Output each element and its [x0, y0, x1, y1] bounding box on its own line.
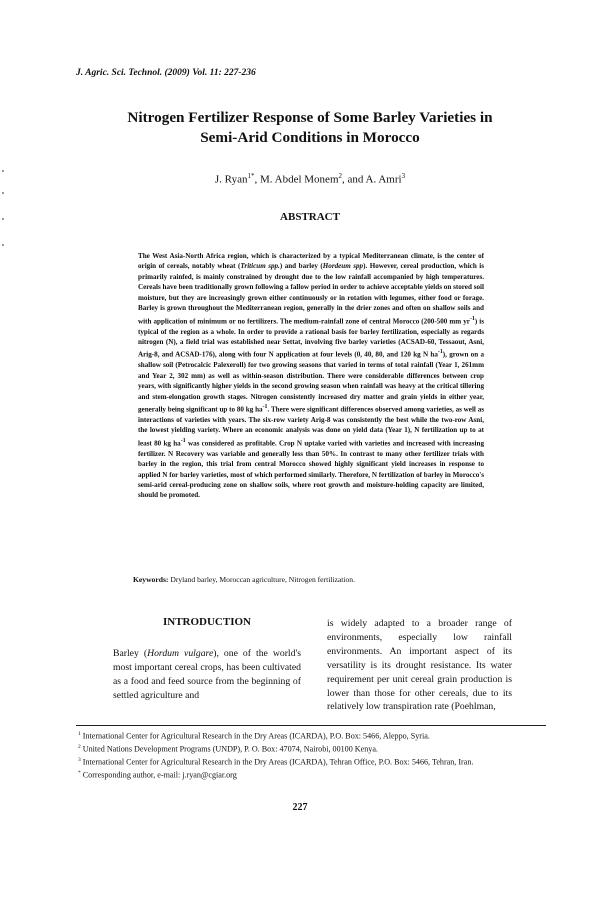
abstract-exponent-3: -1: [262, 404, 268, 411]
author-separator-2: , and: [342, 173, 366, 186]
journal-citation: J. Agric. Sci. Technol. (2009) Vol. 11: 227-236: [76, 68, 256, 78]
footnote-3-text: International Center for Agricultural Research in the Dry Areas (ICARDA), Tehran Office, P.O. Box: 5466, Tehran, Iran.: [80, 757, 474, 767]
footnote-1-marker: 1: [78, 731, 81, 737]
abstract-text-4: ) is typical of the region as a whole. In order to provide a rational basis for barley fertilization, especially as regards nitrogen (N), a field trial was established near Settat, involving five barley varieties (ACSAD-60, Tessaout, Asni, Arig-8, and ACSAD-176), along with four N application at four levels (0, 40, 80, and 120 kg N ha: [138, 317, 484, 359]
footnote-2-marker: 2: [78, 743, 81, 750]
intro-left-text-2: ), one of the world's most important cereal crops, has been cultivated as a food and feed source from the beginning of settled agriculture and: [113, 648, 301, 701]
abstract-exponent-4: -1: [180, 437, 186, 444]
footnote-divider: [76, 725, 546, 726]
margin-scan-marks: [2, 170, 6, 250]
author-1-affiliation: 1*: [247, 172, 255, 180]
abstract-text-6: . There were significant differences observed among varieties, as well as interactions of varieties with years. The six-row variety Arig-8 was consistently the best while the two-row Asni, the lowest yielding variety. Where an economic analysis was done on yield data (Year 1), N fertilization up to at least 80 kg ha: [138, 405, 484, 448]
author-1-name: J. Ryan: [214, 173, 248, 186]
intro-left-text-1: Barley (: [113, 648, 148, 659]
author-3-name: A. Amri: [365, 173, 402, 186]
footnote-3: [78, 755, 548, 768]
abstract-species-wheat: Triticum spp.: [240, 262, 280, 271]
author-2-affiliation: 2: [338, 172, 342, 180]
abstract-species-barley: Hordeum spp: [322, 262, 364, 271]
abstract-exponent-2: -1: [437, 349, 443, 356]
title-line-2: Semi-Arid Conditions in Morocco: [200, 129, 420, 146]
footnote-3-marker: 3: [78, 756, 81, 763]
page-number: 227: [292, 802, 308, 813]
footnote-1-text: International Center for Agricultural Research in the Dry Areas (ICARDA), P.O. Box: 5466, Aleppo, Syria.: [80, 731, 430, 741]
author-separator-1: ,: [254, 173, 260, 186]
abstract-text-2: ) and barley (: [279, 262, 323, 271]
author-list: [60, 172, 560, 186]
abstract-text-3: ). However, cereal production, which is primarily rainfed, is mainly constrained by drought due to the low rainfall accompanied by high temperatures. Cereals have been traditionally grown following a fallow period in order to achieve acceptable yields on stored soil moisture, but they are increasingly grown either continuously or in rotation with legumes, either food or forage. Barley is grown throughout the Mediterranean region, generally in the drier zones and often on shallow soils and with application of minimum or no fertilizers. The medium-rainfall zone of central Morocco (200-500 mm yr: [138, 262, 484, 326]
keywords-label: Keywords:: [133, 575, 169, 584]
footnote-2-text: United Nations Development Programs (UNDP), P. O. Box: 47074, Nairobi, 00100 Kenya.: [80, 744, 378, 754]
abstract-body: [138, 251, 484, 501]
title-line-1: Nitrogen Fertilizer Response of Some Barley Varieties in: [127, 109, 493, 126]
footnote-4: [78, 768, 548, 781]
abstract-heading: ABSTRACT: [280, 211, 340, 223]
abstract-text-7: was considered as profitable. Crop N uptake varied with varieties and increased with increasing fertilizer. N Recovery was variable and generally less than 50%. In contrast to many other fertilizer trials with barley in the region, this trial from central Morocco showed highly significant yield increases in response to applied N for barley varieties, most of which performed similarly. Therefore, N fertilization of barley in Morocco's semi-arid cereal-producing zone on shallow soils, where root growth and moisture-holding capacity are limited, should be promoted.: [138, 439, 485, 500]
introduction-left-column: [113, 647, 301, 703]
keywords-text: Dryland barley, Moroccan agriculture, Nitrogen fertilization.: [168, 575, 355, 584]
paper-title: [60, 108, 560, 148]
footnotes: [78, 729, 548, 781]
abstract-exponent-1: -1: [469, 315, 475, 322]
introduction-heading: INTRODUCTION: [162, 616, 251, 628]
abstract-text-1: The West Asia-North Africa region, which is characterized by a typical Mediterranean climate, is the center of origin of cereals, notably wheat (: [138, 252, 484, 271]
author-2-name: M. Abdel Monem: [259, 173, 339, 186]
footnote-4-text: Corresponding author, e-mail: j.ryan@cgiar.org: [80, 770, 237, 780]
footnote-1: [78, 729, 548, 742]
keywords-line: [133, 575, 355, 584]
footnote-4-marker: *: [78, 769, 81, 776]
abstract-text-5: ), grown on a shallow soil (Petrocalcic Palexeroll) for two growing seasons that varied in terms of total rainfall (Year 1, 261mm and Year 2, 302 mm) as well as within-season distribution. There were considerable differences between crop years, with significantly higher yields in the second growing season when rainfall was heavy at the critical tillering and stem-elongation growth stages. Nitrogen consistently increased dry matter and grain yields in either year, generally being significant up to 80 kg ha: [138, 350, 484, 414]
author-3-affiliation: 3: [401, 172, 406, 180]
introduction-right-column: is widely adapted to a broader range of environments, especially low rainfall environments. An important aspect of its versatility is its drought resistance. Its water requirement per unit cereal grain production is lower than those for other cereals, due to its relatively low transpiration rate (Poehlman,: [327, 618, 512, 713]
intro-species-name: Hordum vulgare: [147, 648, 214, 659]
footnote-2: [78, 742, 548, 755]
